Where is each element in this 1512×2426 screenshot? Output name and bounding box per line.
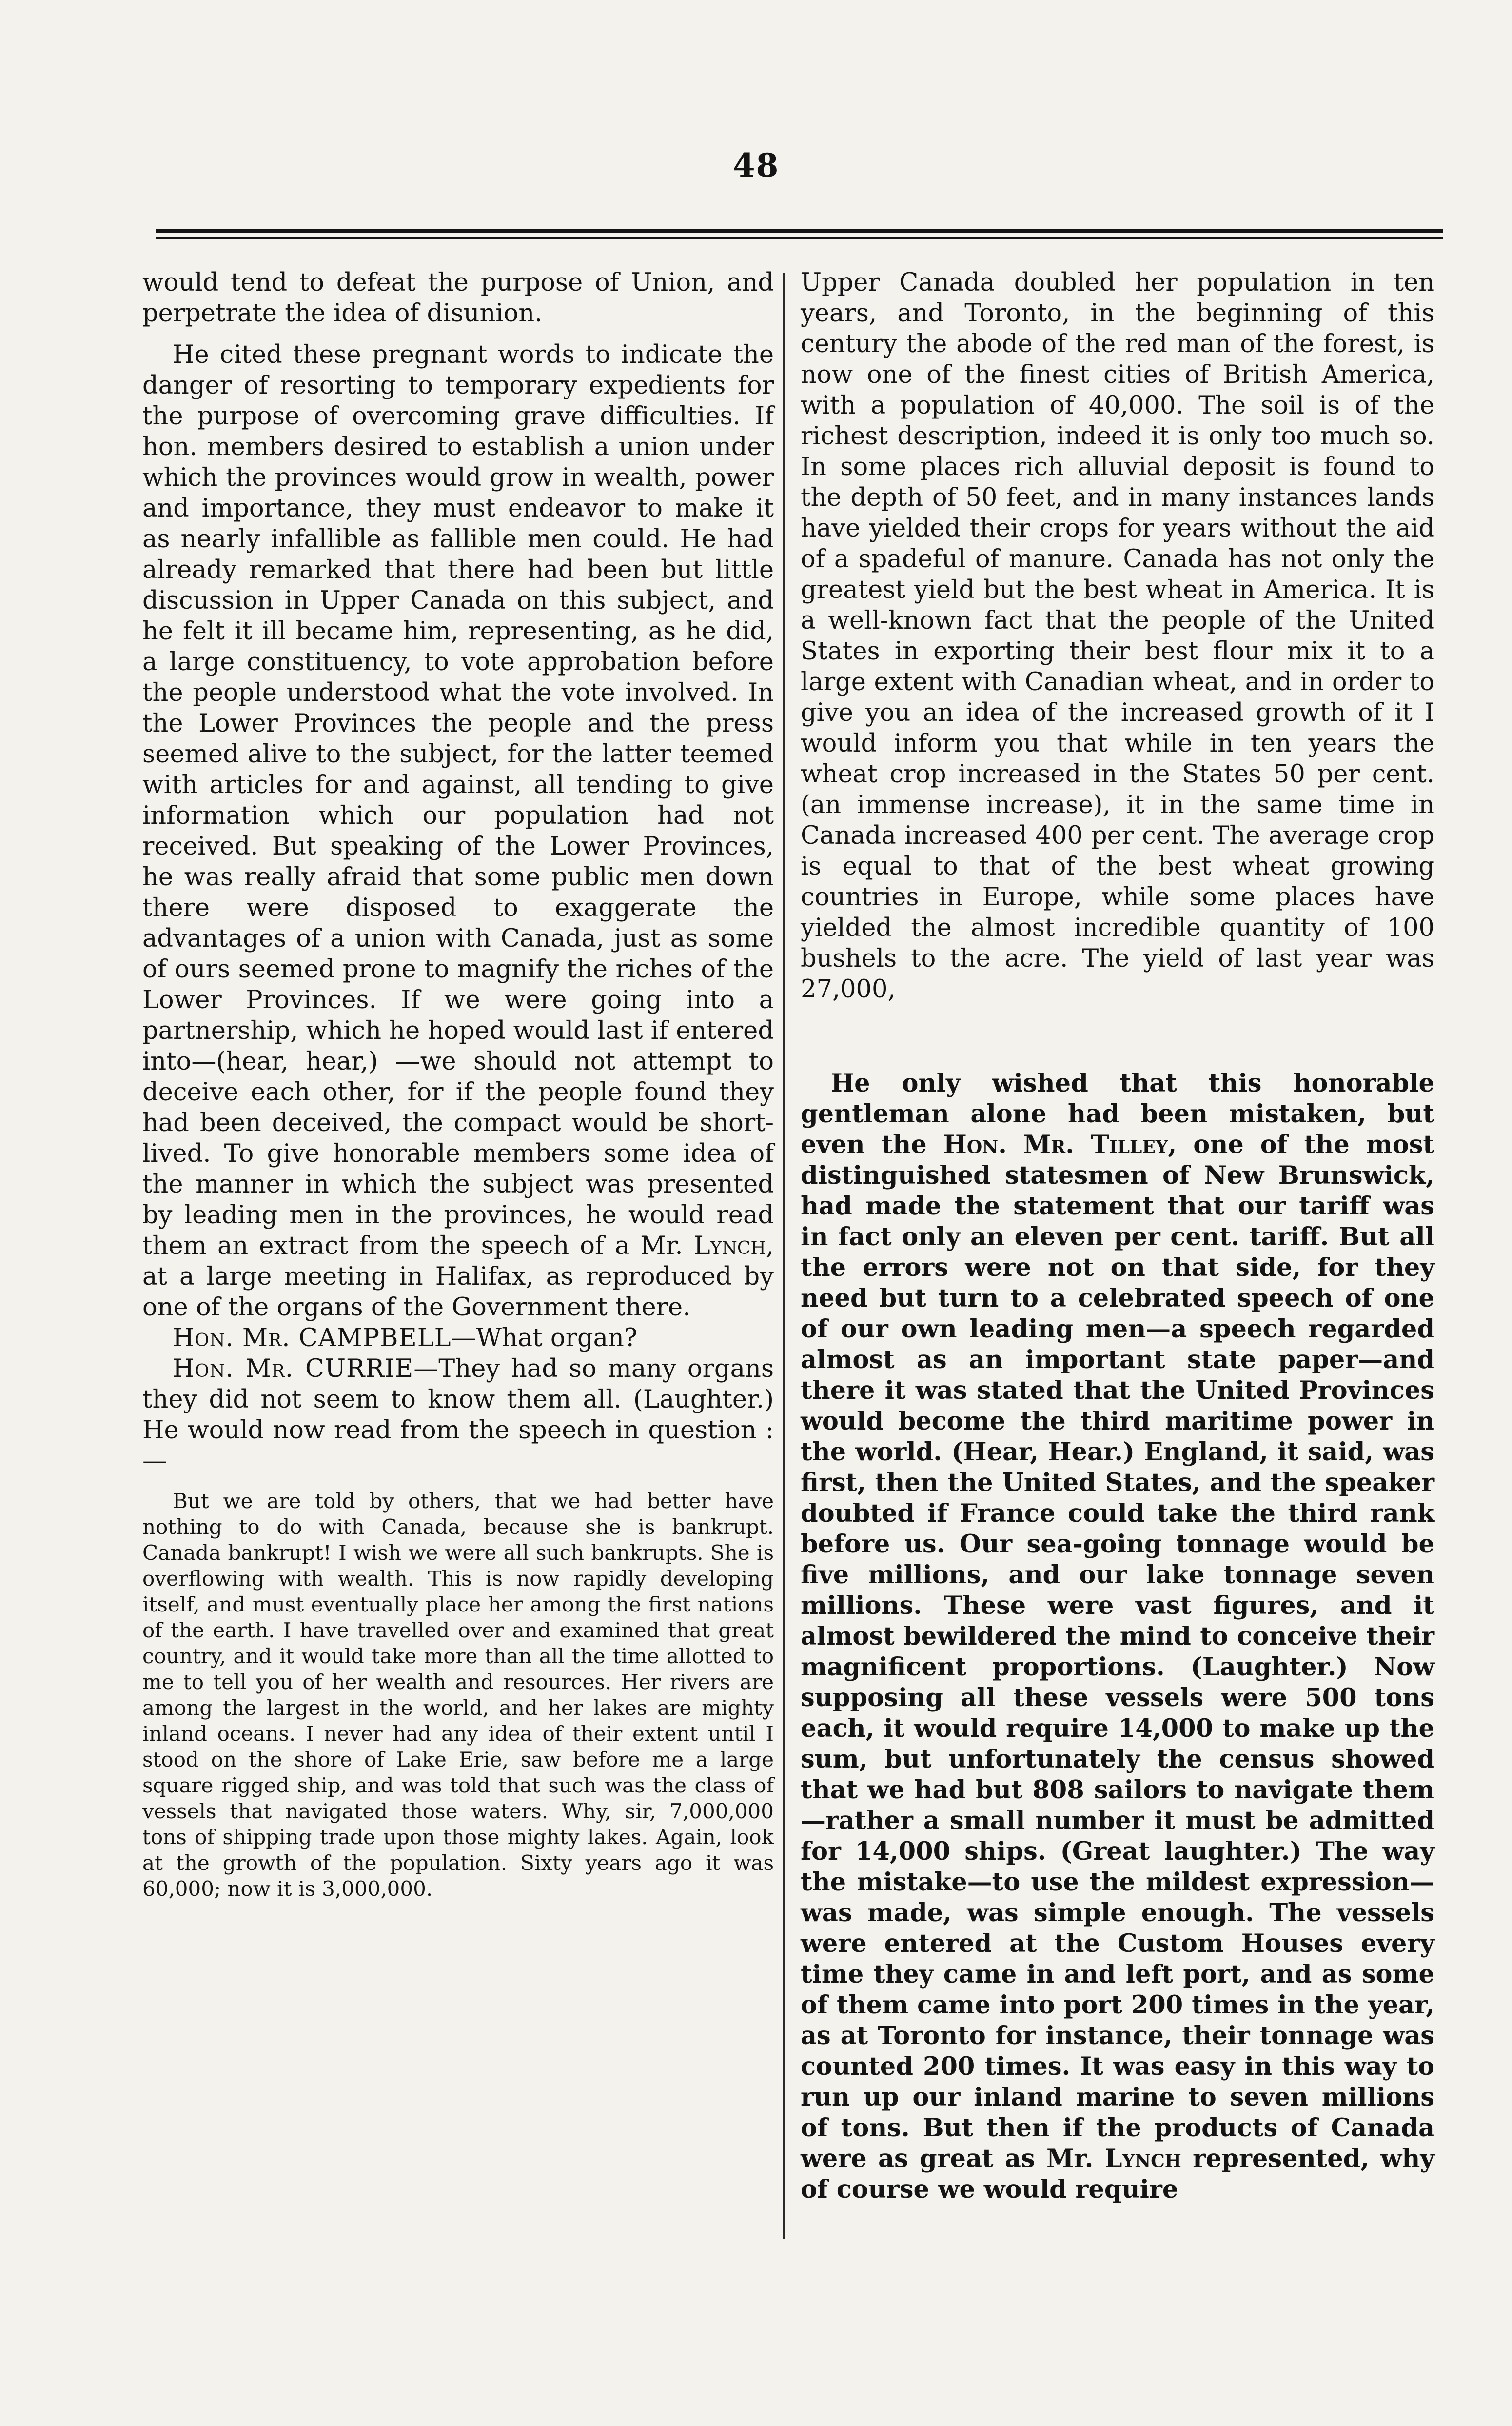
speaker-name-lynch-2: Lynch bbox=[1104, 2144, 1181, 2173]
speaker-name-tilley: Hon. Mr. Tilley bbox=[943, 1130, 1168, 1159]
right-paragraph-2-mid: , one of the most distinguished statesmen of New Brunswick, had made the statement that our tariff was in fact only an eleven per cent. tariff. But all the errors were not on that side, for they need but turn to a celebrated speech of one of our own leading men—a speech regarded almost as an important state paper—and there it was stated that the United Provinces would become the third maritime power in the world. (Hear, Hear.) England, it said, was first, then the United States, and the speaker doubted if France could take the third rank before us. Our sea-going tonnage would be five millions, and our lake tonnage seven millions. These were vast figures, and it almost bewildered the mind to conceive their magnificent proportions. (Laughter.) Now supposing all these vessels were 500 tons each, it would require 14,000 to make up the sum, but unfortunately the census showed that we had but 808 sailors to navigate them—rather a small number it must be admitted for 14,000 ships. (Great laughter.) The way the mistake—to use the mildest expression—was made, was simple enough. The vessels were entered at the Custom Houses every time they came in and left port, and as some of them came into port 200 times in the year, as at Toronto for instance, their tonnage was counted 200 times. It was easy in this way to run up our inland marine to seven millions of tons. But then if the products of Canada were as great as Mr. bbox=[801, 1130, 1434, 2173]
left-paragraph-currie bbox=[142, 1353, 774, 1476]
left-paragraph-2-text: He cited these pregnant words to indicate the danger of resorting to temporary expedients for the purpose of overcoming grave difficulties. If hon. members desired to establish a union under which the provinces would grow in wealth, power and importance, they must endeavor to make it as nearly infallible as fallible men could. He had already remarked that there had been but little discussion in Upper Canada on this subject, and he felt it ill became him, representing, as he did, a large constituency, to vote approbation before the people understood what the vote involved. In the Lower Provinces the people and the press seemed alive to the subject, for the latter teemed with articles for and against, all tending to give information which our population had not received. But speaking of the Lower Provinces, he was really afraid that some public men down there were disposed to exaggerate the advantages of a union with Canada, just as some of ours seemed prone to magnify the riches of the Lower Provinces. If we were going into a partnership, which he hoped would last if entered into—(hear, hear,) —we should not attempt to deceive each other, for if the people found they had been deceived, the compact would be short-lived. To give honorable members some idea of the manner in which the subject was presented by leading men in the provinces, he would read them an extract from the speech of a Mr. bbox=[142, 340, 774, 1260]
right-paragraph-2-start: He only wished that this honorable gentleman alone had been mistaken, but even the bbox=[801, 1069, 1434, 1159]
right-column bbox=[801, 267, 1434, 2205]
campbell-remark: —What organ? bbox=[451, 1324, 638, 1352]
left-paragraph-campbell bbox=[142, 1323, 774, 1353]
right-paragraph-1: Upper Canada doubled her population in ten years, and Toronto, in the beginning of this century the abode of the red man of the forest, is now one of the finest cities of British America, with a population of 40,000. The soil is of the richest description, indeed it is only too much so. In some places rich alluvial deposit is found to the depth of 50 feet, and in many instances lands have yielded their crops for years without the aid of a spadeful of manure. Canada has not only the greatest yield but the best wheat in America. It is a well-known fact that the people of the United States in exporting their best flour mix it to a large extent with Canadian wheat, and in order to give you an idea of the increased growth of it I would inform you that while in ten years the wheat crop increased in the States 50 per cent. (an immense increase), it in the same time in Canada increased 400 per cent. The average crop is equal to that of the best wheat growing countries in Europe, while some places have yielded the almost incredible quantity of 100 bushels to the acre. The yield of last year was 27,000, bbox=[801, 268, 1434, 1004]
page-number: 48 bbox=[732, 146, 780, 184]
right-paragraph-2 bbox=[801, 1068, 1434, 2205]
speaker-campbell: Hon. Mr. CAMPBELL bbox=[173, 1324, 452, 1352]
left-paragraph-1: would tend to defeat the purpose of Union, and perpetrate the idea of disunion. bbox=[142, 268, 774, 328]
left-paragraph-2 bbox=[142, 339, 774, 1323]
column-divider bbox=[783, 273, 785, 2239]
currie-remark: —They had so many organs they did not seem to know them all. (Laughter.) He would now read from the speech in question :— bbox=[142, 1354, 774, 1475]
header-rule-thick bbox=[156, 229, 1443, 233]
right-paragraph-2-end: represented, why of course we would require bbox=[801, 2144, 1434, 2204]
left-column bbox=[142, 267, 774, 1902]
speaker-name-lynch: Lynch bbox=[693, 1232, 766, 1260]
speaker-currie: Hon. Mr. CURRIE bbox=[173, 1354, 414, 1383]
left-paragraph-2-end: , at a large meeting in Halifax, as reproduced by one of the organs of the Government there. bbox=[142, 1232, 774, 1322]
header-rule-thin bbox=[156, 237, 1443, 239]
quoted-speech-extract: But we are told by others, that we had better have nothing to do with Canada, because she is bankrupt. Canada bankrupt! I wish we were all such bankrupts. She is overflowing with wealth. This is now rapidly developing itself, and must eventually place her among the first nations of the earth. I have travelled over and examined that great country, and it would take more than all the time allotted to me to tell you of her wealth and resources. Her rivers are among the largest in the world, and her lakes are mighty inland oceans. I never had any idea of their extent until I stood on the shore of Lake Erie, saw before me a large square rigged ship, and was told that such was the class of vessels that navigated those waters. Why, sir, 7,000,000 tons of shipping trade upon those mighty lakes. Again, look at the growth of the population. Sixty years ago it was 60,000; now it is 3,000,000. bbox=[142, 1489, 774, 1901]
